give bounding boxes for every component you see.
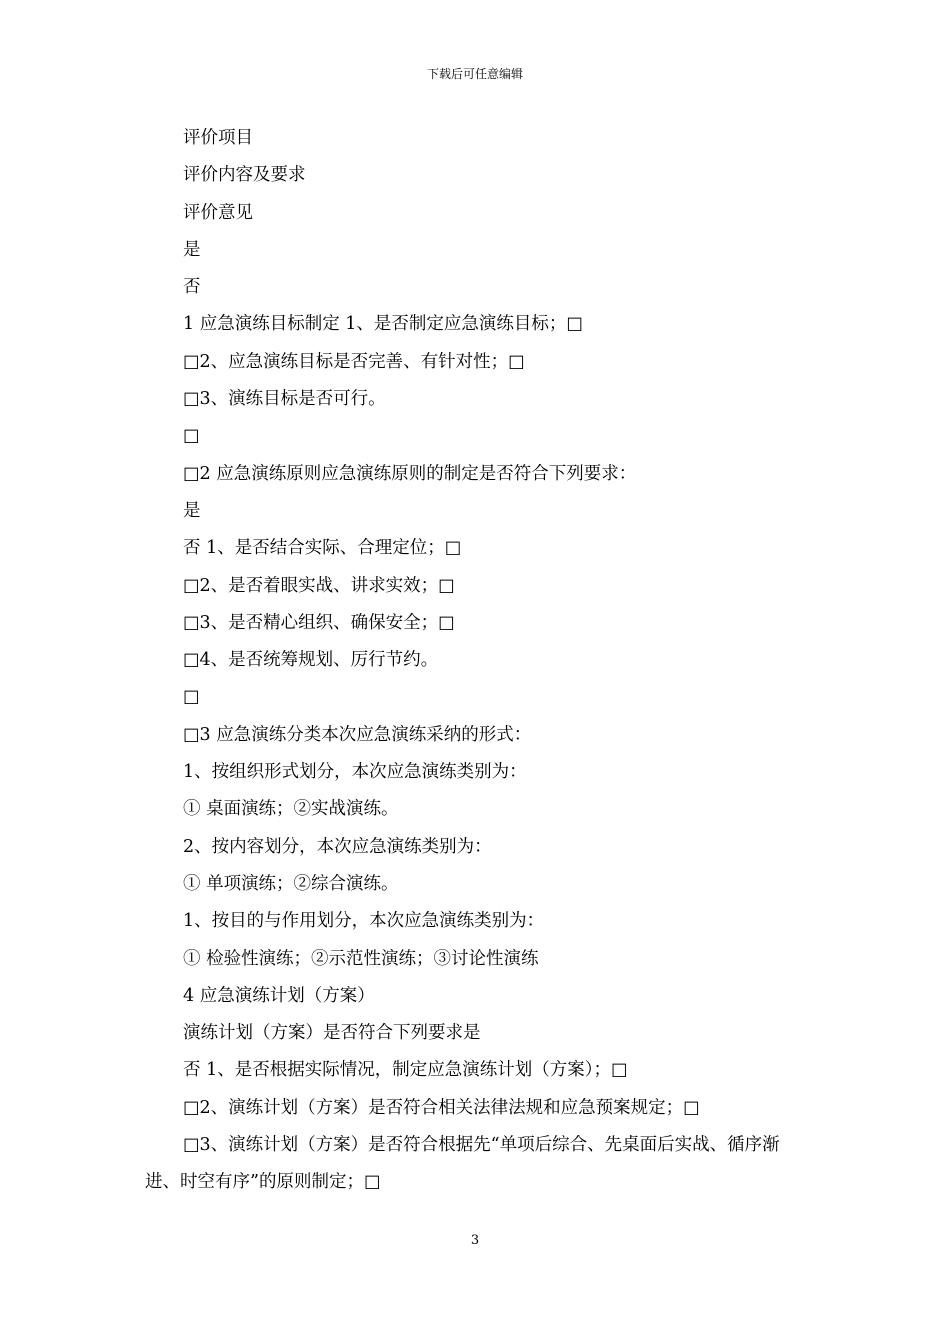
text-line: □ <box>183 426 200 447</box>
text-line: □3、演练目标是否可行。 <box>183 389 386 410</box>
text-line: ① 单项演练；②综合演练。 <box>183 873 399 894</box>
text-line: ① 检验性演练；②示范性演练；③讨论性演练 <box>183 948 539 969</box>
text-line: 评价意见 <box>183 202 253 223</box>
document-body <box>145 120 810 1202</box>
text-line: □2、演练计划（方案）是否符合相关法律法规和应急预案规定；□ <box>183 1097 700 1118</box>
text-line: 是 <box>183 239 201 260</box>
text-line: 评价项目 <box>183 128 253 148</box>
text-line: 评价内容及要求 <box>183 165 306 186</box>
text-line: 是 <box>183 500 201 521</box>
page-number: 3 <box>470 1233 480 1248</box>
text-line: 1、按目的与作用划分，本次应急演练类别为： <box>183 911 545 932</box>
text-paragraph: □3、演练计划（方案）是否符合根据先“单项后综合、先桌面后实战、循序渐进、时空有序”的原则制定；□ <box>145 1135 780 1193</box>
text-line: □2 应急演练原则应急演练原则的制定是否符合下列要求： <box>183 463 637 484</box>
text-line: □4、是否统筹规划、厉行节约。 <box>183 650 439 671</box>
text-line: 演练计划（方案）是否符合下列要求是 <box>183 1023 481 1044</box>
text-line: □3 应急演练分类本次应急演练采纳的形式： <box>183 724 532 745</box>
text-line: 否 1、是否根据实际情况，制定应急演练计划（方案）；□ <box>183 1060 628 1081</box>
text-line: ① 桌面演练；②实战演练。 <box>183 799 399 820</box>
text-line: □2、应急演练目标是否完善、有针对性；□ <box>183 351 525 372</box>
text-line: 4 应急演练计划（方案） <box>183 985 375 1006</box>
text-line: 1 应急演练目标制定 1、是否制定应急演练目标；□ <box>183 314 583 335</box>
text-line: □3、是否精心组织、确保安全；□ <box>183 612 455 633</box>
text-line: 否 <box>183 277 201 298</box>
page-header: 下载后可任意编辑 <box>426 67 523 81</box>
text-line: □ <box>183 687 200 708</box>
text-line: 2、按内容划分，本次应急演练类别为： <box>183 836 492 857</box>
text-line: 1、按组织形式划分，本次应急演练类别为： <box>183 762 527 783</box>
text-line: □2、是否着眼实战、讲求实效；□ <box>183 575 455 596</box>
text-line: 否 1、是否结合实际、合理定位；□ <box>183 538 462 559</box>
